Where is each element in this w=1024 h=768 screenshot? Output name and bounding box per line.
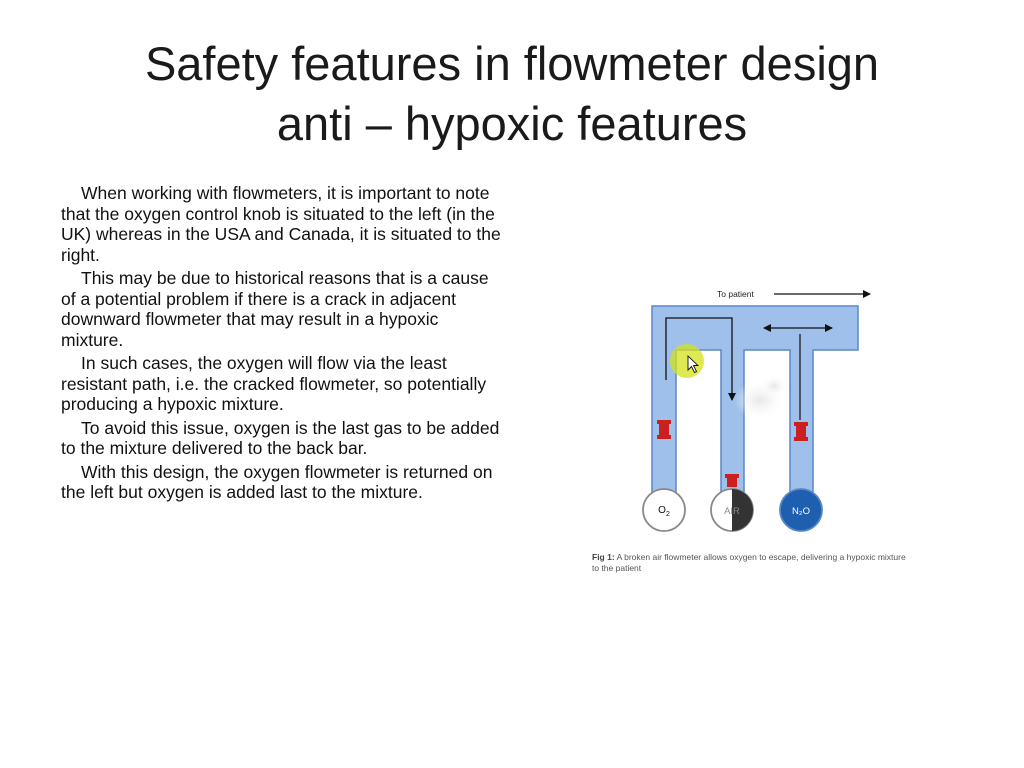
cursor-highlight: [670, 344, 704, 378]
air-valve: [725, 474, 739, 487]
o2-label: $O_2$: [658, 505, 670, 518]
o2-cylinder: [643, 489, 685, 531]
paragraph-1: When working with flowmeters, it is important to note that the oxygen control knob is situated to the left (in the UK) whereas in the USA and Canada, it is situated to the right.: [61, 183, 501, 265]
n2o-label: N₂O: [792, 506, 810, 517]
caption-text: A broken air flowmeter allows oxygen to escape, delivering a hypoxic mixture to the patient: [592, 552, 906, 573]
title-line-2: anti – hypoxic features: [276, 97, 748, 150]
body-text: [61, 183, 501, 506]
paragraph-3: In such cases, the oxygen will flow via the least resistant path, i.e. the cracked flowmeter, so potentially producing a hypoxic mixture.: [61, 353, 487, 414]
slide-title: [40, 34, 984, 154]
n2o-cylinder: [780, 489, 822, 531]
paragraph-2: This may be due to historical reasons that is a cause of a potential problem if there is a crack in adjacent downward flowmeter that may result in a hypoxic mixture.: [61, 268, 489, 350]
caption-prefix: Fig 1:: [592, 552, 615, 562]
gas-leak-cloud-small: [760, 375, 788, 397]
flowmeter-svg: [578, 282, 914, 578]
flowmeter-diagram: [578, 282, 914, 578]
air-label: AIR: [724, 506, 740, 517]
n2o-valve: [794, 422, 808, 441]
air-cylinder: [711, 489, 753, 531]
o2-valve: [657, 420, 671, 439]
paragraph-4: To avoid this issue, oxygen is the last gas to be added to the mixture delivered to the back bar.: [61, 417, 500, 458]
paragraph-5: With this design, the oxygen flowmeter is returned on the left but oxygen is added last to the mixture.: [61, 461, 493, 502]
figure-caption: [592, 552, 910, 574]
title-line-1: Safety features in flowmeter design: [144, 37, 880, 90]
to-patient-label: To patient: [717, 289, 754, 299]
